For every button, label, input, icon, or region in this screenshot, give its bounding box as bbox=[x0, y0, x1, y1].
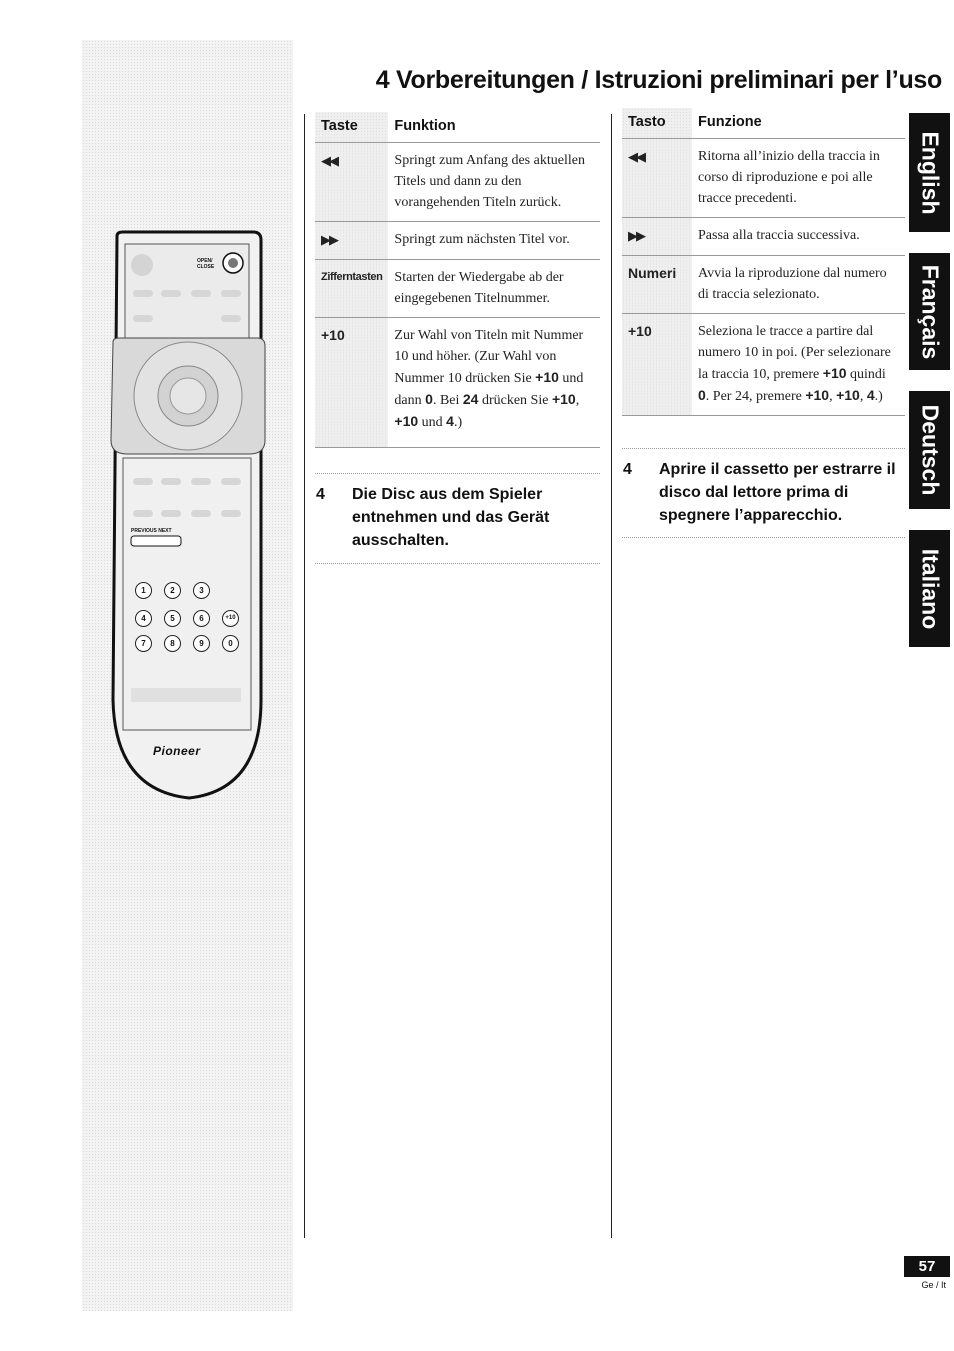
italian-key-table bbox=[622, 108, 905, 416]
numkey-0: 0 bbox=[222, 635, 239, 652]
section-divider bbox=[622, 448, 905, 449]
column-rule-left bbox=[304, 114, 305, 1238]
table-row bbox=[622, 314, 905, 416]
row-description: Springt zum Anfang des aktuellen Titels und dann zu den vorangehenden Titeln zurück. bbox=[388, 143, 600, 222]
remote-control-illustration bbox=[109, 230, 267, 800]
row-description: Avvia la riproduzione dal numero di traccia selezionato. bbox=[692, 256, 905, 314]
row-description: Ritorna all’inizio della traccia in corso di riproduzione e poi alle tracce precedenti. bbox=[692, 139, 905, 218]
tab-deutsch[interactable]: Deutsch bbox=[909, 391, 950, 509]
brand-logo: Pioneer bbox=[153, 744, 201, 758]
german-key-table bbox=[315, 112, 600, 448]
header-key: Taste bbox=[315, 112, 388, 143]
tab-english[interactable]: English bbox=[909, 113, 950, 232]
header-key: Tasto bbox=[622, 108, 692, 139]
tab-italiano[interactable]: Italiano bbox=[909, 530, 950, 647]
language-code: Ge / It bbox=[921, 1280, 946, 1290]
table-header-row bbox=[315, 112, 600, 143]
header-function: Funzione bbox=[692, 108, 905, 139]
table-row bbox=[315, 143, 600, 222]
next-track-icon: ▶▶ bbox=[628, 229, 644, 244]
numkey-7: 7 bbox=[135, 635, 152, 652]
numkey-plus10: +10 bbox=[222, 610, 239, 627]
italian-step-4 bbox=[623, 458, 905, 530]
row-description: Starten der Wiedergabe ab der eingegebenen Titelnummer. bbox=[388, 260, 600, 318]
header-function: Funktion bbox=[388, 112, 600, 143]
table-row bbox=[622, 218, 905, 256]
numkey-6: 6 bbox=[193, 610, 210, 627]
step-number: 4 bbox=[623, 461, 632, 478]
step-text: Aprire il cassetto per estrarre il disco dal lettore prima di spegnere l’apparecchio. bbox=[659, 461, 896, 524]
step-number: 4 bbox=[316, 486, 325, 503]
row-description: Zur Wahl von Titeln mit Nummer 10 und höher. (Zur Wahl von Nummer 10 drücken Sie +10 und dann 0. Bei 24 drücken Sie +10, +10 und 4.) bbox=[388, 318, 600, 448]
table-header-row bbox=[622, 108, 905, 139]
table-row bbox=[315, 318, 600, 448]
previous-track-icon: ◀◀ bbox=[321, 154, 337, 169]
next-track-icon: ▶▶ bbox=[321, 233, 337, 248]
section-divider bbox=[315, 563, 600, 564]
row-key: Zifferntasten bbox=[315, 260, 388, 318]
table-row bbox=[315, 222, 600, 260]
row-key: +10 bbox=[622, 314, 692, 416]
numkey-9: 9 bbox=[193, 635, 210, 652]
row-description: Springt zum nächsten Titel vor. bbox=[388, 222, 600, 260]
german-step-4 bbox=[316, 483, 600, 555]
numkey-2: 2 bbox=[164, 582, 181, 599]
numkey-5: 5 bbox=[164, 610, 181, 627]
numkey-8: 8 bbox=[164, 635, 181, 652]
previous-next-label: PREVIOUS NEXT bbox=[131, 528, 172, 534]
page-title: 4 Vorbereitungen / Istruzioni preliminari per l’uso bbox=[375, 66, 942, 94]
table-row bbox=[622, 139, 905, 218]
section-divider bbox=[622, 537, 905, 538]
section-divider bbox=[315, 473, 600, 474]
table-row bbox=[622, 256, 905, 314]
numkey-3: 3 bbox=[193, 582, 210, 599]
table-row bbox=[315, 260, 600, 318]
row-description: Seleziona le tracce a partire dal numero 10 in poi. (Per selezionare la traccia 10, premere +10 quindi 0. Per 24, premere +10, +10, 4.) bbox=[692, 314, 905, 416]
previous-track-icon: ◀◀ bbox=[628, 150, 644, 165]
tab-francais[interactable]: Français bbox=[909, 253, 950, 370]
page-number: 57 bbox=[904, 1256, 950, 1277]
open-close-label: OPEN/ CLOSE bbox=[197, 258, 215, 270]
step-text: Die Disc aus dem Spieler entnehmen und das Gerät ausschalten. bbox=[352, 486, 550, 549]
column-rule-right bbox=[611, 114, 612, 1238]
numkey-4: 4 bbox=[135, 610, 152, 627]
row-key: +10 bbox=[315, 318, 388, 448]
row-key: Numeri bbox=[622, 256, 692, 314]
row-description: Passa alla traccia successiva. bbox=[692, 218, 905, 256]
numkey-1: 1 bbox=[135, 582, 152, 599]
